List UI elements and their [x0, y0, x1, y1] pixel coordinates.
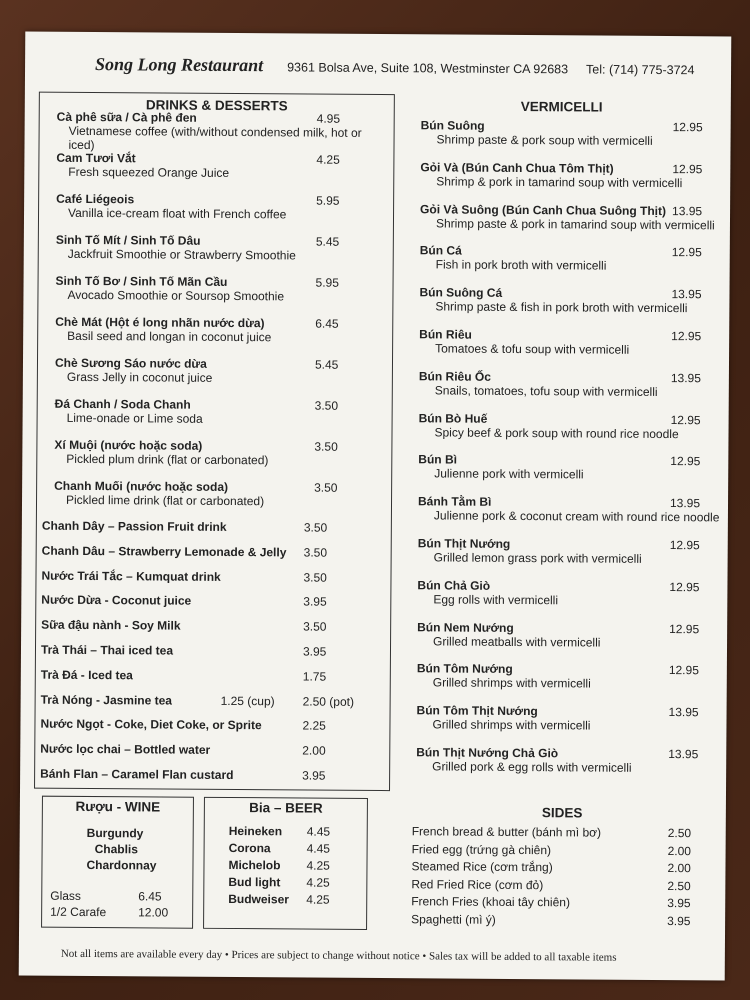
- menu-header: [95, 54, 711, 88]
- drink-name: Chanh Muối (nước hoặc soda): [54, 478, 229, 494]
- drink-name: Sinh Tố Bơ / Sinh Tố Mãn Cầu: [55, 273, 228, 289]
- side-item: [411, 911, 691, 928]
- drink-price: 3.50: [314, 398, 339, 413]
- drink-single-item: [42, 543, 382, 559]
- restaurant-logo: Song Long Restaurant: [95, 54, 264, 76]
- drink-single-item: [41, 667, 381, 683]
- drink-single-text: Bánh Flan – Caramel Flan custard: [40, 766, 234, 783]
- vermicelli-item: [421, 118, 731, 148]
- side-text: French bread & butter (bánh mì bơ): [411, 824, 602, 840]
- vermicelli-item: [418, 494, 728, 524]
- beer-title: Bia – BEER: [249, 800, 323, 816]
- vermicelli-desc: Julienne pork & coconut cream with round rice noodle: [433, 508, 720, 525]
- vermicelli-name: Bún Bì: [418, 452, 458, 467]
- vermicelli-name: Bún Thịt Nướng: [417, 536, 511, 551]
- vermicelli-price: 12.95: [669, 579, 700, 595]
- beer-price: 4.45: [306, 841, 331, 856]
- drink-price: 4.95: [316, 111, 341, 126]
- beer-item: [228, 892, 358, 907]
- drink-single-item: [40, 767, 380, 783]
- beer-list: [228, 823, 359, 907]
- drink-single-item: [41, 643, 381, 659]
- vermicelli-item: [418, 453, 728, 483]
- drink-desc: Avocado Smoothie or Soursop Smoothie: [67, 287, 285, 304]
- vermicelli-price: 13.95: [669, 496, 701, 511]
- drink-single-text: Trà Đá - Iced tea: [40, 667, 133, 683]
- vermicelli-desc: Grilled shrimps with vermicelli: [432, 717, 591, 733]
- beer-item: [229, 841, 359, 856]
- vermicelli-name: Gỏi Và (Bún Canh Chua Tôm Thịt): [420, 160, 614, 176]
- side-text: Steamed Rice (cơm trắng): [411, 859, 553, 875]
- vermicelli-item: [420, 160, 730, 190]
- wine-glass-price: 6.45: [138, 889, 162, 904]
- vermicelli-item: [418, 411, 728, 441]
- drink-price: 5.95: [315, 275, 339, 290]
- drinks-title: DRINKS & DESSERTS: [145, 97, 288, 114]
- drink-single-price: 3.95: [303, 594, 327, 610]
- drink-price: 3.50: [314, 480, 338, 495]
- drink-single-price: 2.50 (pot): [302, 694, 355, 709]
- drink-item: [55, 356, 385, 386]
- sides-title: SIDES: [541, 805, 583, 821]
- vermicelli-name: Bún Riêu: [419, 327, 472, 342]
- wine-glass-label: Glass: [50, 888, 82, 903]
- drink-price: 5.95: [316, 193, 340, 208]
- vermicelli-item: [419, 327, 729, 357]
- drink-single-price: 3.50: [303, 520, 328, 535]
- vermicelli-price: 12.95: [670, 454, 701, 469]
- side-price: 2.50: [667, 826, 692, 841]
- vermicelli-name: Bún Thịt Nướng Chả Giò: [416, 745, 559, 761]
- wine-type: Burgundy: [86, 825, 144, 841]
- side-price: 2.50: [667, 878, 691, 893]
- vermicelli-desc: Grilled meatballs with vermicelli: [433, 634, 601, 650]
- vermicelli-desc: Egg rolls with vermicelli: [433, 592, 559, 608]
- side-price: 3.95: [667, 896, 691, 911]
- drink-single-price: 3.95: [302, 644, 327, 659]
- vermicelli-name: Bún Tôm Thịt Nướng: [416, 703, 538, 719]
- vermicelli-item: [419, 369, 729, 399]
- vermicelli-item: [420, 202, 730, 232]
- drink-single-item: [41, 618, 381, 634]
- drink-price: 6.45: [315, 316, 339, 331]
- vermicelli-item: [416, 703, 726, 733]
- drink-price: 5.45: [314, 357, 339, 372]
- vermicelli-desc: Shrimp paste & fish in pork broth with vermicelli: [435, 299, 688, 316]
- vermicelli-desc: Julienne pork with vermicelli: [434, 466, 584, 482]
- side-item: [411, 894, 691, 911]
- vermicelli-item: [419, 285, 729, 315]
- drink-desc: Lime-onade or Lime soda: [66, 410, 203, 426]
- drink-name: Xí Muội (nước hoặc soda): [54, 437, 203, 453]
- vermicelli-name: Bún Bò Huế: [418, 410, 488, 426]
- drink-name: Chè Sương Sáo nước dừa: [54, 355, 207, 371]
- vermicelli-price: 12.95: [672, 161, 703, 177]
- vermicelli-name: Bánh Tằm Bì: [417, 494, 492, 509]
- beer-name: Bud light: [228, 874, 281, 890]
- drink-single-text: Trà Nóng - Jasmine tea: [40, 692, 173, 708]
- vermicelli-price: 12.95: [672, 120, 703, 135]
- drink-name: Đá Chanh / Soda Chanh: [54, 396, 191, 412]
- beer-name: Budweiser: [228, 891, 289, 907]
- drink-desc: Vietnamese coffee (with/without condensed milk, hot or iced): [68, 123, 362, 153]
- vermicelli-price: 13.95: [670, 370, 701, 386]
- vermicelli-name: Bún Chả Giò: [417, 578, 491, 593]
- drink-item: [56, 151, 386, 181]
- vermicelli-item: [416, 745, 726, 775]
- vermicelli-price: 12.95: [669, 538, 700, 553]
- drink-single-item: [40, 717, 380, 733]
- vermicelli-price: 12.95: [669, 621, 700, 636]
- vermicelli-desc: Grilled lemon grass pork with vermicelli: [433, 550, 642, 566]
- vermicelli-price: 12.95: [670, 412, 701, 427]
- vermicelli-name: Bún Suông: [420, 118, 485, 133]
- drink-name: Café Liégeois: [56, 191, 135, 207]
- vermicelli-name: Bún Riêu Ốc: [418, 369, 491, 384]
- side-item: [411, 824, 692, 841]
- drink-single-price: 2.00: [302, 743, 326, 758]
- drink-single-text: Nước Dừa - Coconut juice: [41, 593, 192, 609]
- menu-paper: [19, 32, 732, 981]
- drink-name: Cam Tươi Vắt: [56, 150, 136, 166]
- drink-single-text: Trà Thái – Thai iced tea: [40, 642, 174, 658]
- vermicelli-desc: Snails, tomatoes, tofu soup with vermicelli: [434, 383, 658, 399]
- drink-single-text: Chanh Dâu – Strawberry Lemonade & Jelly: [41, 543, 287, 560]
- drink-single-price: 3.50: [303, 619, 327, 634]
- side-price: 2.00: [667, 861, 691, 876]
- wine-title: Rượu - WINE: [75, 798, 161, 815]
- vermicelli-desc: Fish in pork broth with vermicelli: [435, 257, 607, 274]
- drink-item: [56, 192, 386, 222]
- drink-desc: Vanilla ice-cream float with French coffee: [67, 205, 287, 222]
- side-text: French Fries (khoai tây chiên): [411, 894, 571, 910]
- drink-name: Chè Mát (Hột é long nhãn nước dừa): [55, 314, 265, 331]
- vermicelli-price: 13.95: [671, 287, 702, 302]
- drink-item: [54, 479, 384, 509]
- drink-single-price: 1.75: [302, 669, 327, 684]
- vermicelli-item: [418, 536, 728, 566]
- drink-item: [54, 438, 384, 468]
- side-item: [411, 841, 692, 858]
- restaurant-phone: Tel: (714) 775-3724: [586, 62, 695, 78]
- vermicelli-desc: Shrimp paste & pork in tamarind soup with vermicelli: [435, 216, 715, 232]
- vermicelli-name: Bún Tôm Nướng: [416, 661, 513, 677]
- drink-single-item: [41, 568, 381, 584]
- vermicelli-desc: Grilled shrimps with vermicelli: [432, 675, 591, 691]
- beer-section: [203, 797, 368, 930]
- beer-item: [229, 824, 359, 839]
- drink-single-item: [41, 692, 381, 708]
- vermicelli-desc: Shrimp & pork in tamarind soup with vermicelli: [436, 174, 683, 190]
- drink-single-text: Chanh Dây – Passion Fruit drink: [41, 518, 227, 534]
- drink-single-item: [41, 593, 381, 609]
- vermicelli-title: VERMICELLI: [520, 99, 603, 115]
- drink-single-item: [42, 519, 382, 535]
- wine-types: [86, 825, 156, 873]
- drink-price: 5.45: [315, 234, 340, 249]
- drink-item: [56, 233, 386, 263]
- drink-desc: Grass Jelly in coconut juice: [66, 369, 213, 385]
- vermicelli-name: Bún Suông Cá: [419, 285, 503, 301]
- drink-desc: Pickled plum drink (flat or carbonated): [66, 451, 269, 468]
- drink-single-price: 3.50: [303, 545, 328, 560]
- drink-desc: Basil seed and longan in coconut juice: [67, 328, 272, 345]
- drink-desc: Fresh squeezed Orange Juice: [68, 164, 230, 180]
- vermicelli-desc: Spicy beef & pork soup with round rice noodle: [434, 425, 679, 441]
- side-item: [411, 859, 691, 876]
- menu-footer: Not all items are available every day • Prices are subject to change without notice • Sales tax will be added to all taxable items: [60, 947, 617, 964]
- drink-cup-price: 1.25 (cup): [220, 693, 275, 708]
- vermicelli-desc: Tomatoes & tofu soup with vermicelli: [435, 341, 630, 357]
- beer-item: [228, 858, 358, 873]
- vermicelli-price: 13.95: [668, 705, 699, 720]
- vermicelli-price: 12.95: [671, 245, 702, 260]
- wine-carafe-price: 12.00: [138, 905, 169, 920]
- drink-single-text: Sữa đậu nành - Soy Milk: [41, 617, 181, 633]
- drink-price: 3.50: [314, 439, 338, 454]
- drink-item: [55, 315, 385, 345]
- drink-single-text: Nước lọc chai – Bottled water: [40, 741, 211, 758]
- drink-single-item: [40, 742, 380, 758]
- vermicelli-price: 12.95: [668, 663, 699, 678]
- vermicelli-desc: Shrimp paste & pork soup with vermicelli: [436, 132, 653, 148]
- beer-name: Heineken: [228, 823, 283, 839]
- side-item: [411, 876, 691, 893]
- drink-single-text: Nước Ngọt - Coke, Diet Coke, or Sprite: [40, 717, 262, 733]
- beer-price: 4.25: [306, 858, 330, 873]
- vermicelli-item: [420, 244, 730, 274]
- vermicelli-item: [417, 662, 727, 692]
- wine-section: [41, 796, 194, 929]
- vermicelli-name: Bún Cá: [419, 243, 462, 258]
- beer-item: [228, 875, 358, 890]
- side-text: Spaghetti (mì ý): [411, 911, 496, 927]
- drink-item: [56, 110, 386, 154]
- wine-type: Chablis: [94, 842, 138, 857]
- beer-price: 4.25: [306, 892, 330, 907]
- beer-name: Corona: [228, 840, 271, 856]
- drink-name: Cà phê sữa / Cà phê đen: [56, 109, 197, 125]
- drink-single-price: 3.50: [303, 570, 327, 585]
- vermicelli-desc: Grilled pork & egg rolls with vermicelli: [432, 759, 632, 775]
- vermicelli-name: Gỏi Và Suông (Bún Canh Chua Suông Thịt): [420, 201, 667, 218]
- vermicelli-item: [417, 620, 727, 650]
- drink-desc: Jackfruit Smoothie or Strawberry Smoothie: [67, 246, 296, 263]
- drink-single-text: Nước Trái Tắc – Kumquat drink: [41, 568, 221, 584]
- beer-price: 4.45: [306, 824, 331, 839]
- drink-single-price: 3.95: [302, 768, 326, 783]
- beer-name: Michelob: [228, 857, 281, 873]
- side-price: 2.00: [667, 843, 692, 858]
- vermicelli-price: 13.95: [668, 747, 699, 762]
- vermicelli-item: [417, 578, 727, 608]
- wine-type: Chardonnay: [86, 857, 157, 873]
- vermicelli-name: Bún Nem Nướng: [417, 619, 514, 635]
- drink-single-price: 2.25: [302, 718, 326, 734]
- wine-carafe-label: 1/2 Carafe: [50, 904, 107, 920]
- restaurant-address: 9361 Bolsa Ave, Suite 108, Westminster CA 92683: [287, 60, 569, 77]
- side-text: Red Fried Rice (cơm đỏ): [411, 876, 544, 892]
- drink-name: Sinh Tố Mít / Sinh Tố Dâu: [55, 232, 201, 248]
- drink-price: 4.25: [316, 152, 340, 167]
- beer-price: 4.25: [306, 875, 330, 890]
- vermicelli-price: 13.95: [672, 203, 703, 218]
- drink-desc: Pickled lime drink (flat or carbonated): [65, 492, 265, 509]
- vermicelli-price: 12.95: [671, 329, 702, 344]
- drink-item: [55, 274, 385, 304]
- side-text: Fried egg (trứng gà chiên): [411, 841, 552, 857]
- drink-item: [55, 397, 385, 427]
- side-price: 3.95: [667, 913, 691, 928]
